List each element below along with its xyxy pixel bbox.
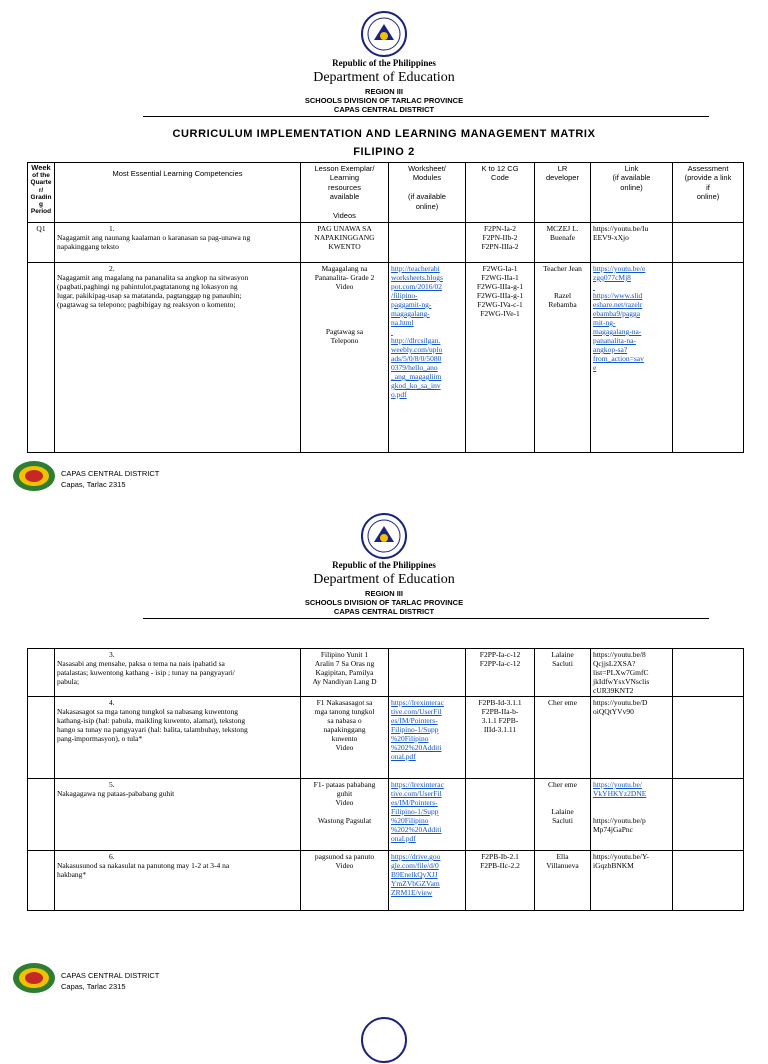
assessment-cell	[673, 263, 744, 453]
lesson-line: F1- pataas pababang	[313, 780, 376, 789]
lesson-line: Pagtawag sa	[325, 327, 364, 336]
code-cell	[466, 223, 535, 263]
code-line: F2WG-Ia-1	[482, 264, 518, 273]
lr-developer-cell	[535, 697, 591, 779]
competency-cell	[55, 263, 301, 453]
lr-line: Teacher Jean	[543, 264, 582, 273]
republic-text: Republic of the Philippines	[332, 58, 436, 68]
code-line: F2WG-IVa-c-1	[477, 300, 523, 309]
footer-page-2	[12, 962, 312, 996]
division-text: SCHOOLS DIVISION OF TARLAC PROVINCE	[304, 598, 464, 607]
code-line: F2PB-IIc-2.2	[480, 861, 520, 870]
link-line: https://youtu.be/p	[593, 816, 646, 825]
page-1-rows	[28, 223, 744, 453]
lr-line: Rebamba	[548, 300, 577, 309]
lr-line: Lalaine	[551, 807, 574, 816]
link-text[interactable]: _ang_magagliim	[391, 372, 442, 381]
district-logo-icon	[12, 460, 56, 492]
lesson-line: Kagipitan, Pamilya	[315, 668, 374, 677]
code-cell	[466, 697, 535, 779]
code-line: F2PP-Ia-c-12	[479, 659, 521, 668]
link-text[interactable]: tive.com/UserFil	[391, 789, 442, 798]
link-text[interactable]: pot.com/2016/02	[391, 282, 443, 291]
link-text[interactable]: magagalang-na-	[593, 327, 642, 336]
week-cell	[28, 263, 55, 453]
competency-cell	[55, 649, 301, 697]
lr-line: Lalaine	[551, 650, 574, 659]
link-cell	[591, 649, 673, 697]
lesson-cell	[301, 779, 389, 851]
district-text: CAPAS CENTRAL DISTRICT	[333, 105, 435, 114]
col-week-header: Week of the Quarte r/ Gradin g Period	[28, 163, 55, 223]
link-text[interactable]: paggamit-ng-	[391, 300, 432, 309]
link-text[interactable]: eshare.net/razelr	[593, 300, 643, 309]
competency-number: 6.	[109, 852, 115, 861]
link-text[interactable]: gkod_ko_sa_inv	[391, 381, 441, 390]
lesson-line: Video	[335, 282, 354, 291]
link-text[interactable]	[593, 282, 670, 291]
lesson-line: mga tanong tungkol	[314, 707, 375, 716]
link-text[interactable]: Filipino-1/Supp	[391, 725, 439, 734]
lesson-cell	[301, 223, 389, 263]
table-row	[28, 263, 744, 453]
header-divider	[143, 618, 709, 619]
link-text[interactable]: onal.pdf	[391, 752, 416, 761]
link-line: cUR39KNT2	[593, 686, 634, 695]
lesson-line	[303, 309, 386, 318]
subject-title: FILIPINO 2	[353, 146, 415, 158]
link-line: iGqzbBNKM	[593, 861, 634, 870]
col-lr-header: LR developer	[535, 163, 591, 223]
footer-page-1	[12, 460, 312, 494]
matrix-table-page-2	[27, 648, 744, 911]
competency-number: 4.	[109, 698, 115, 707]
link-text[interactable]: https://drive.goo	[391, 852, 441, 861]
competency-cell	[55, 697, 301, 779]
competency-cell	[55, 779, 301, 851]
link-line: QcjjsL2XSA?	[593, 659, 636, 668]
lesson-cell	[301, 649, 389, 697]
lr-line: Cher eme	[548, 698, 577, 707]
lr-developer-cell	[535, 779, 591, 851]
competency-number: 2.	[109, 264, 115, 273]
assessment-cell	[673, 223, 744, 263]
link-text[interactable]: %20Filipino	[391, 816, 429, 825]
link-text[interactable]: ebamba9/pagga	[593, 309, 641, 318]
col-worksheet-header: Worksheet/ Modules (if available online)	[389, 163, 466, 223]
week-cell	[28, 697, 55, 779]
lesson-cell	[301, 263, 389, 453]
footer-address: Capas, Tarlac 2315	[61, 982, 126, 991]
worksheet-cell	[389, 779, 466, 851]
district-logo-icon	[12, 962, 56, 994]
link-text[interactable]: /filipino-	[391, 291, 418, 300]
link-text[interactable]: from_action=sav	[593, 354, 644, 363]
col-assessment-header: Assessment (provide a link if online)	[673, 163, 744, 223]
link-text[interactable]: ads/5/0/8/0/5080	[391, 354, 442, 363]
competency-cell	[55, 851, 301, 911]
competency-number: 3.	[109, 650, 115, 659]
link-cell	[591, 851, 673, 911]
link-text[interactable]: B9EnelkQyXJJ	[391, 870, 438, 879]
header-divider	[143, 116, 709, 117]
code-line: F2WG-IIa-1	[481, 273, 519, 282]
lr-line: Buenafe	[550, 233, 575, 242]
deped-seal-icon	[360, 10, 408, 58]
table-row	[28, 697, 744, 779]
code-cell	[466, 263, 535, 453]
lesson-line: Telepono	[330, 336, 359, 345]
lesson-line: NAPAKINGGANG	[314, 233, 375, 242]
lesson-line: Video	[335, 798, 354, 807]
code-line: F2WG-IIIa-g-1	[476, 291, 524, 300]
department-title: Department of Education	[313, 70, 455, 85]
lesson-cell	[301, 697, 389, 779]
lesson-line: Magagalang na	[321, 264, 368, 273]
link-line: list=PLXw7GmfC	[593, 668, 649, 677]
lesson-line: guhit	[336, 789, 353, 798]
lesson-line: pagsunod sa panuto	[314, 852, 375, 861]
code-line: F2PP-Ia-c-12	[479, 650, 521, 659]
lesson-line	[303, 807, 386, 816]
link-text[interactable]: YmZVbGZVam	[391, 879, 440, 888]
link-text[interactable]: tive.com/UserFil	[391, 707, 442, 716]
link-text[interactable]: es/IM/Pointers-	[391, 716, 438, 725]
lesson-line: PAG UNAWA SA	[317, 224, 372, 233]
competency-number: 1.	[109, 224, 115, 233]
competency-number: 5.	[109, 780, 115, 789]
table-row	[28, 223, 744, 263]
competency-cell	[55, 223, 301, 263]
lesson-cell	[301, 851, 389, 911]
link-text[interactable]: worksheets.blogs	[391, 273, 443, 282]
lr-line	[537, 282, 588, 291]
division-text: SCHOOLS DIVISION OF TARLAC PROVINCE	[304, 96, 464, 105]
lr-developer-cell	[535, 851, 591, 911]
competency-text: Nasasabi ang mensahe, paksa o tema na nais ipabatid sa patalastas; kuwentong kathang - isip ; tunay na pangyayari/ pabula;	[57, 659, 235, 686]
link-text[interactable]: mit-ng-	[593, 318, 616, 327]
code-line: F2PB-Ib-2.1	[481, 852, 519, 861]
link-text[interactable]: https://youtu.be/e	[593, 264, 646, 273]
lr-line: Villanueva	[546, 861, 579, 870]
link-cell	[591, 697, 673, 779]
lr-line: Razel	[553, 291, 572, 300]
worksheet-cell	[389, 851, 466, 911]
lr-line: Sacluti	[552, 816, 573, 825]
link-line: https://youtu.be/Y-	[593, 852, 650, 861]
link-line: https://youtu.be/D	[593, 698, 648, 707]
lesson-line	[303, 300, 386, 309]
code-line: F2PN-IIb-2	[482, 233, 518, 242]
lesson-line: kuwento	[331, 734, 358, 743]
competency-text: Nakasasagot sa mga tanong tungkol sa nabasang kuwentong kathang-isip (hal: pabula, maikling kuwento, alamat), tekstong hango sa tunay na pangyayari (hal: balita, talambuhay, tekstong pang-impormasyon), o tula*	[57, 707, 248, 743]
footer-district: CAPAS CENTRAL DISTRICT	[61, 971, 160, 980]
deped-seal-icon	[360, 1016, 408, 1064]
table-row	[28, 779, 744, 851]
code-cell	[466, 779, 535, 851]
link-line	[593, 798, 670, 807]
code-line: F2WG-IIIa-g-1	[476, 282, 524, 291]
competency-text: Nagagamit ang magalang na pananalita sa angkop na sitwasyon (pagbati,paghingi ng pahintulot,pagtatanong ng lokasyon ng lugar, pakikipag-usap sa matatanda, pagtanggap ng panauhin; (pagtawag sa telepono; pagbibigay ng reaksyon o komento;	[57, 273, 249, 309]
link-text[interactable]: https://www.slid	[593, 291, 643, 300]
matrix-title: CURRICULUM IMPLEMENTATION AND LEARNING MANAGEMENT MATRIX	[172, 128, 596, 140]
lesson-line: napakinggang	[323, 725, 366, 734]
code-line: F2WG-IVe-1	[480, 309, 520, 318]
link-text[interactable]: gle.com/file/d/0	[391, 861, 439, 870]
lesson-line	[303, 318, 386, 327]
code-cell	[466, 851, 535, 911]
department-title: Department of Education	[313, 572, 455, 587]
link-line: oiQQtYVv90	[593, 707, 634, 716]
link-text[interactable]	[391, 327, 463, 336]
code-line: IIId-3.1.11	[483, 725, 517, 734]
table-row	[28, 851, 744, 911]
link-text[interactable]: zgq077cMj8	[593, 273, 631, 282]
region-text: REGION III	[365, 87, 403, 96]
link-text[interactable]: %202%20Additi	[391, 825, 442, 834]
competency-text: Nagagamit ang naunang kaalaman o karanasan sa pag-unawa ng napakinggang teksto	[57, 233, 251, 251]
link-text[interactable]: http://teacherabi	[391, 264, 440, 273]
link-text[interactable]: pananalita-na-	[593, 336, 636, 345]
lr-line: Cher eme	[548, 780, 577, 789]
lesson-line: Video	[335, 743, 354, 752]
link-cell	[591, 223, 673, 263]
assessment-cell	[673, 779, 744, 851]
link-text[interactable]: %202%20Additi	[391, 743, 442, 752]
week-cell: Q1	[28, 223, 55, 263]
link-text[interactable]: onal.pdf	[391, 834, 416, 843]
competency-text: Nakagagawa ng pataas-pababang guhit	[57, 789, 175, 798]
col-link-header: Link (if available online)	[591, 163, 673, 223]
lr-line: Sacluti	[552, 659, 573, 668]
link-text[interactable]: VkYHKYz2DNE	[593, 789, 647, 798]
lesson-line: Wastong Pagsulat	[317, 816, 372, 825]
link-text[interactable]: http://dlrcsilgan.	[391, 336, 441, 345]
lr-line: Ella	[556, 852, 569, 861]
footer-district: CAPAS CENTRAL DISTRICT	[61, 469, 160, 478]
link-line: jkIdfwYsxVNsclis	[593, 677, 650, 686]
deped-seal-icon	[360, 512, 408, 560]
lr-line	[537, 798, 588, 807]
code-cell	[466, 649, 535, 697]
lesson-line	[303, 291, 386, 300]
link-text[interactable]: Filipino-1/Supp	[391, 807, 439, 816]
header-row	[28, 163, 744, 223]
lesson-line: Video	[335, 861, 354, 870]
link-line: Mp74jGaPnc	[593, 825, 633, 834]
code-line: F2PB-Id-3.1.1	[478, 698, 522, 707]
lesson-line: KWENTO	[328, 242, 361, 251]
page-2-rows	[28, 649, 744, 911]
week-cell	[28, 779, 55, 851]
link-text[interactable]: https://lrexinterac	[391, 698, 444, 707]
link-text[interactable]: magagalang-	[391, 309, 430, 318]
code-line: F2PB-IIa-b-	[481, 707, 519, 716]
link-cell	[591, 779, 673, 851]
col-competencies-header: Most Essential Learning Competencies	[55, 163, 301, 223]
link-line: https://youtu.be/Iu	[593, 224, 649, 233]
lesson-line: Aralin 7 Sa Oras ng	[314, 659, 375, 668]
link-cell	[591, 263, 673, 453]
col-lesson-header: Lesson Exemplar/ Learning resources available Videos	[301, 163, 389, 223]
lr-developer-cell	[535, 649, 591, 697]
link-text[interactable]: %20Filipino	[391, 734, 429, 743]
lr-line: MCZEJ L.	[546, 224, 579, 233]
link-text[interactable]: es/IM/Pointers-	[391, 798, 438, 807]
link-text[interactable]: e	[593, 363, 597, 372]
assessment-cell	[673, 697, 744, 779]
link-text[interactable]: weebly.com/uplo	[391, 345, 443, 354]
region-text: REGION III	[365, 589, 403, 598]
link-text[interactable]: ZRM1E/view	[391, 888, 433, 897]
lr-line	[537, 789, 588, 798]
lesson-line: sa nabasa o	[327, 716, 362, 725]
footer-address: Capas, Tarlac 2315	[61, 480, 126, 489]
table-row	[28, 649, 744, 697]
link-text[interactable]: o.pdf	[391, 390, 407, 399]
worksheet-cell	[389, 649, 466, 697]
worksheet-cell	[389, 263, 466, 453]
link-line	[593, 807, 670, 816]
assessment-cell	[673, 649, 744, 697]
lr-developer-cell	[535, 223, 591, 263]
lr-line	[537, 273, 588, 282]
link-text[interactable]: https://lrexinterac	[391, 780, 444, 789]
lesson-line: Filipino Yunit 1	[320, 650, 369, 659]
assessment-cell	[673, 851, 744, 911]
lesson-line: Pananalita- Grade 2	[314, 273, 375, 282]
link-text[interactable]: 0379/hello_ano	[391, 363, 438, 372]
worksheet-cell	[389, 697, 466, 779]
link-line: EEV9-xXjo	[593, 233, 629, 242]
lesson-line: F1 Nakasasagot sa	[316, 698, 373, 707]
matrix-table-page-1	[27, 162, 744, 453]
lr-developer-cell	[535, 263, 591, 453]
district-text: CAPAS CENTRAL DISTRICT	[333, 607, 435, 616]
code-line: 3.1.1 F2PB-	[481, 716, 519, 725]
link-text[interactable]: https://youtu.be/	[593, 780, 642, 789]
link-text[interactable]: angkop-sa?	[593, 345, 628, 354]
competency-text: Nakasusunod sa nakasulat na panutong may 1-2 at 3-4 na hakbang*	[57, 861, 230, 879]
link-text[interactable]: na.html	[391, 318, 414, 327]
link-line: https://youtu.be/8	[593, 650, 646, 659]
republic-text: Republic of the Philippines	[332, 560, 436, 570]
worksheet-cell	[389, 223, 466, 263]
col-code-header: K to 12 CG Code	[466, 163, 535, 223]
lesson-line: Ay Nandiyan Lang D	[312, 677, 377, 686]
week-cell	[28, 649, 55, 697]
code-line: F2PN-Ia-2	[483, 224, 517, 233]
code-line: F2PN-IIIa-2	[481, 242, 519, 251]
week-cell	[28, 851, 55, 911]
